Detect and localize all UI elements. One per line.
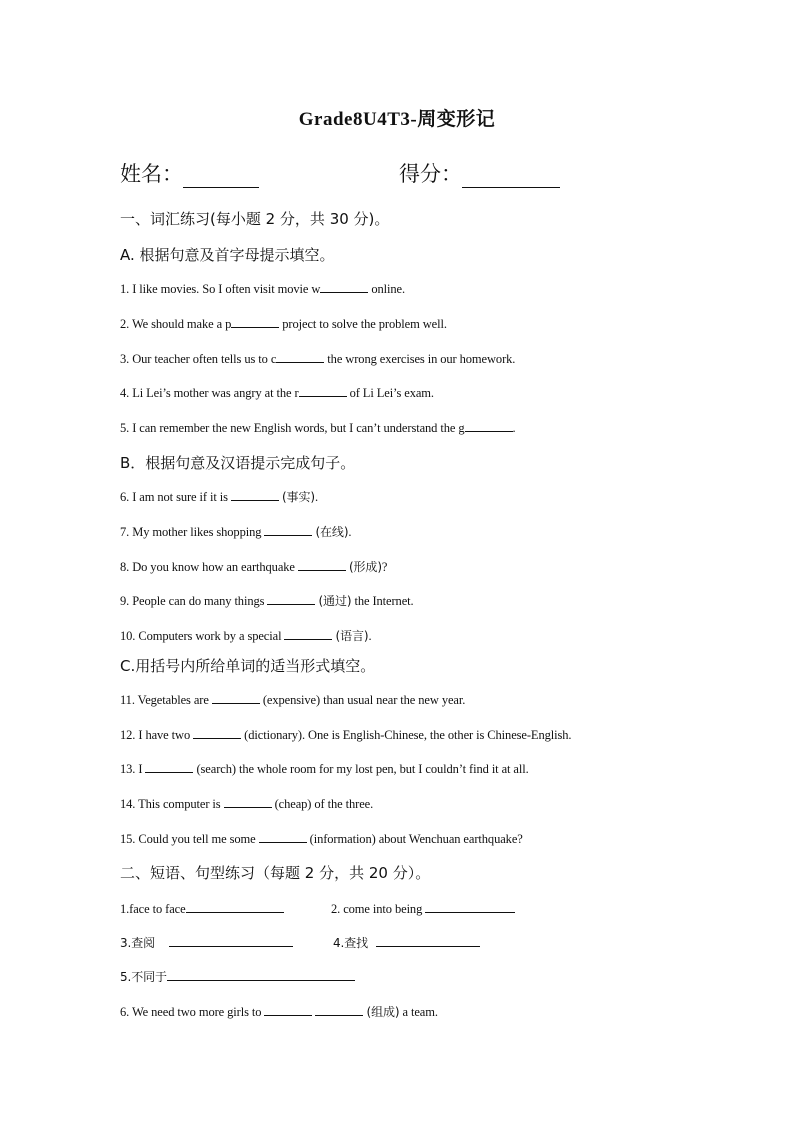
question-6: 6. I am not sure if it is (事实). [120,490,318,504]
question-12: 12. I have two (dictionary). One is English-Chinese, the other is Chinese-English. [120,728,572,742]
answer-blank[interactable] [267,592,315,605]
question-8: 8. Do you know how an earthquake (形成)? [120,560,388,574]
phrase-1: 1.face to face [120,900,284,917]
answer-blank[interactable] [231,488,279,501]
section2-heading: 二、短语、句型练习（每题 2 分，共 20 分）。 [120,864,431,882]
answer-blank[interactable] [276,350,324,363]
name-blank[interactable] [183,165,259,188]
phrase-4: 4.查找 [333,934,480,951]
answer-blank[interactable] [284,627,332,640]
name-label: 姓名： [120,162,183,186]
question-7: 7. My mother likes shopping (在线). [120,525,352,539]
question-14: 14. This computer is (cheap) of the three. [120,797,374,811]
phrase-6: 6. We need two more girls to (组成) a team. [120,1005,438,1019]
question-15: 15. Could you tell me some (information) about Wenchuan earthquake? [120,832,523,846]
answer-blank[interactable] [231,315,279,328]
score-field-group [399,158,560,188]
answer-blank[interactable] [167,968,355,981]
answer-blank[interactable] [298,558,346,571]
name-score-row [120,158,680,190]
answer-blank[interactable] [264,1003,312,1016]
answer-blank[interactable] [169,934,293,947]
phrase-2: 2. come into being [331,900,515,917]
phrase-5: 5.不同于 [120,968,355,985]
answer-blank[interactable] [315,1003,363,1016]
answer-blank[interactable] [465,419,513,432]
question-13: 13. I (search) the whole room for my lost pen, but I couldn’t find it at all. [120,762,529,776]
partA-heading: A. 根据句意及首字母提示填空。 [120,246,335,264]
question-1: 1. I like movies. So I often visit movie w online. [120,282,405,296]
page-title: Grade8U4T3-周变形记 [298,109,496,130]
answer-blank[interactable] [425,900,515,913]
phrase-3: 3.查阅 [120,934,293,951]
answer-blank[interactable] [186,900,284,913]
answer-blank[interactable] [320,280,368,293]
question-9: 9. People can do many things (通过) the Internet. [120,594,414,608]
answer-blank[interactable] [259,830,307,843]
partB-heading: B．根据句意及汉语提示完成句子。 [120,454,356,472]
answer-blank[interactable] [224,795,272,808]
question-5: 5. I can remember the new English words, but I can’t understand the g . [120,421,516,435]
score-label: 得分： [399,162,462,186]
question-10: 10. Computers work by a special (语言). [120,629,372,643]
question-11: 11. Vegetables are (expensive) than usual near the new year. [120,693,466,707]
answer-blank[interactable] [376,934,480,947]
answer-blank[interactable] [193,726,241,739]
answer-blank[interactable] [212,691,260,704]
partC-heading: C.用括号内所给单词的适当形式填空。 [120,657,376,675]
question-4: 4. Li Lei’s mother was angry at the r of Li Lei’s exam. [120,386,434,400]
answer-blank[interactable] [145,760,193,773]
name-field-group [120,158,259,188]
score-blank[interactable] [462,165,560,188]
answer-blank[interactable] [299,384,347,397]
question-3: 3. Our teacher often tells us to c the wrong exercises in our homework. [120,352,516,366]
question-2: 2. We should make a p project to solve the problem well. [120,317,447,331]
section1-heading: 一、词汇练习(每小题 2 分，共 30 分)。 [120,210,390,228]
answer-blank[interactable] [264,523,312,536]
